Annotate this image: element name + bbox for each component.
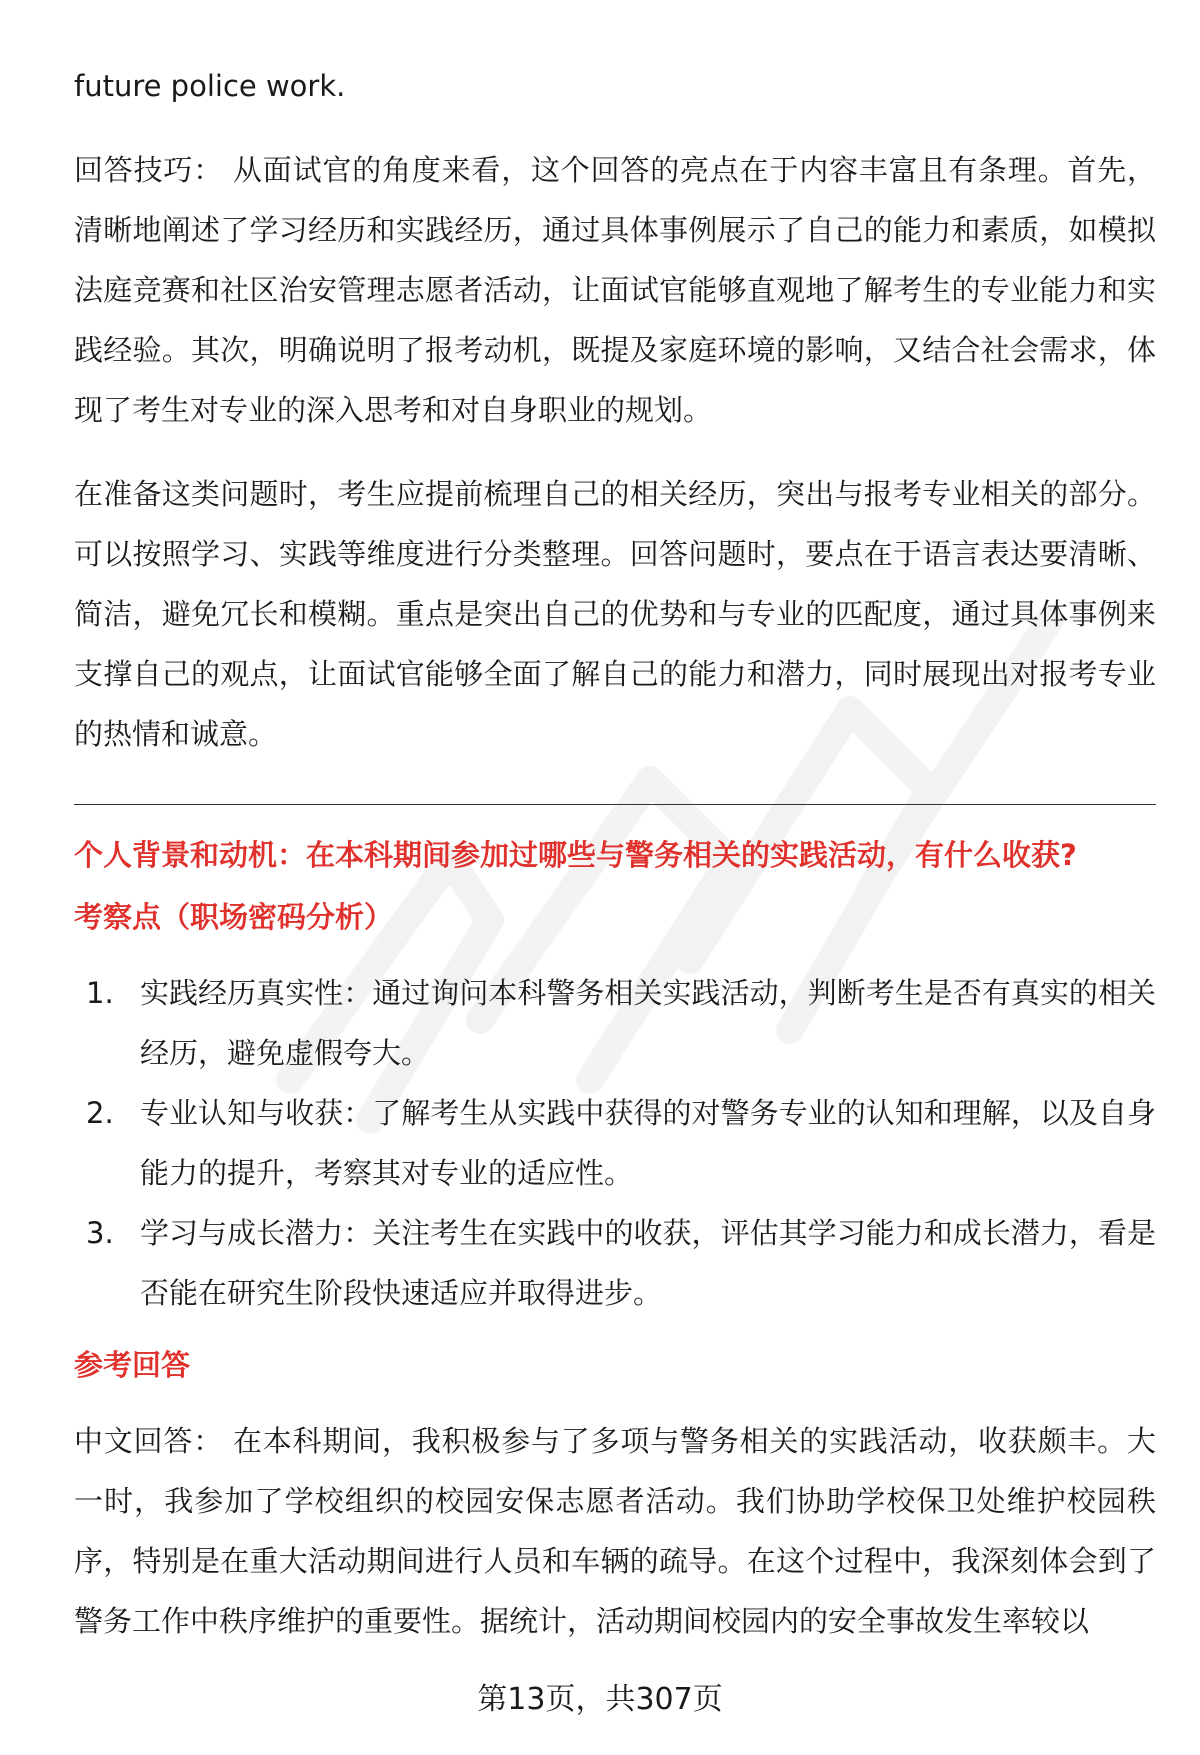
list-item <box>74 1083 1156 1203</box>
list-item-text: 学习与成长潜力：关注考生在实践中的收获，评估其学习能力和成长潜力，看是否能在研究生阶段快速适应并取得进步。 <box>140 1216 1156 1310</box>
list-item <box>74 1203 1156 1323</box>
list-item-number: 1. <box>86 976 114 1010</box>
paragraph-preparation-advice: 在准备这类问题时，考生应提前梳理自己的相关经历，突出与报考专业相关的部分。可以按照学习、实践等维度进行分类整理。回答问题时，要点在于语言表达要清晰、简洁，避免冗长和模糊。重点是突出自己的优势和与专业的匹配度，通过具体事例来支撑自己的观点，让面试官能够全面了解自己的能力和潜力，同时展现出对报考专业的热情和诚意。 <box>74 477 1156 751</box>
page-number-footer: 第13页，共307页 <box>477 1682 723 1717</box>
list-item-number: 2. <box>86 1096 114 1130</box>
list-item-text: 专业认知与收获：了解考生从实践中获得的对警务专业的认知和理解，以及自身能力的提升，考察其对专业的适应性。 <box>140 1096 1156 1190</box>
question-heading: 个人背景和动机：在本科期间参加过哪些与警务相关的实践活动，有什么收获? <box>74 838 1077 872</box>
section-divider <box>74 804 1156 805</box>
list-item-text: 实践经历真实性：通过询问本科警务相关实践活动，判断考生是否有真实的相关经历，避免虚假夸大。 <box>140 976 1156 1070</box>
list-item <box>74 963 1156 1083</box>
reference-answer-heading: 参考回答 <box>74 1348 191 1382</box>
paragraph-answer-tips: 回答技巧： 从面试官的角度来看，这个回答的亮点在于内容丰富且有条理。首先，清晰地阐述了学习经历和实践经历，通过具体事例展示了自己的能力和素质，如模拟法庭竞赛和社区治安管理志愿者活动，让面试官能够直观地了解考生的专业能力和实践经验。其次，明确说明了报考动机，既提及家庭环境的影响，又结合社会需求，体现了考生对专业的深入思考和对自身职业的规划。 <box>74 153 1156 427</box>
paragraph-intro: future police work. <box>74 69 346 103</box>
exam-points-list <box>74 963 1156 1323</box>
paragraph-chinese-answer: 中文回答： 在本科期间，我积极参与了多项与警务相关的实践活动，收获颇丰。大一时，我参加了学校组织的校园安保志愿者活动。我们协助学校保卫处维护校园秩序，特别是在重大活动期间进行人员和车辆的疏导。在这个过程中，我深刻体会到了警务工作中秩序维护的重要性。据统计，活动期间校园内的安全事故发生率较以 <box>74 1424 1156 1638</box>
list-item-number: 3. <box>86 1216 114 1250</box>
exam-points-heading: 考察点（职场密码分析） <box>74 900 394 934</box>
document-page <box>74 56 1156 1651</box>
